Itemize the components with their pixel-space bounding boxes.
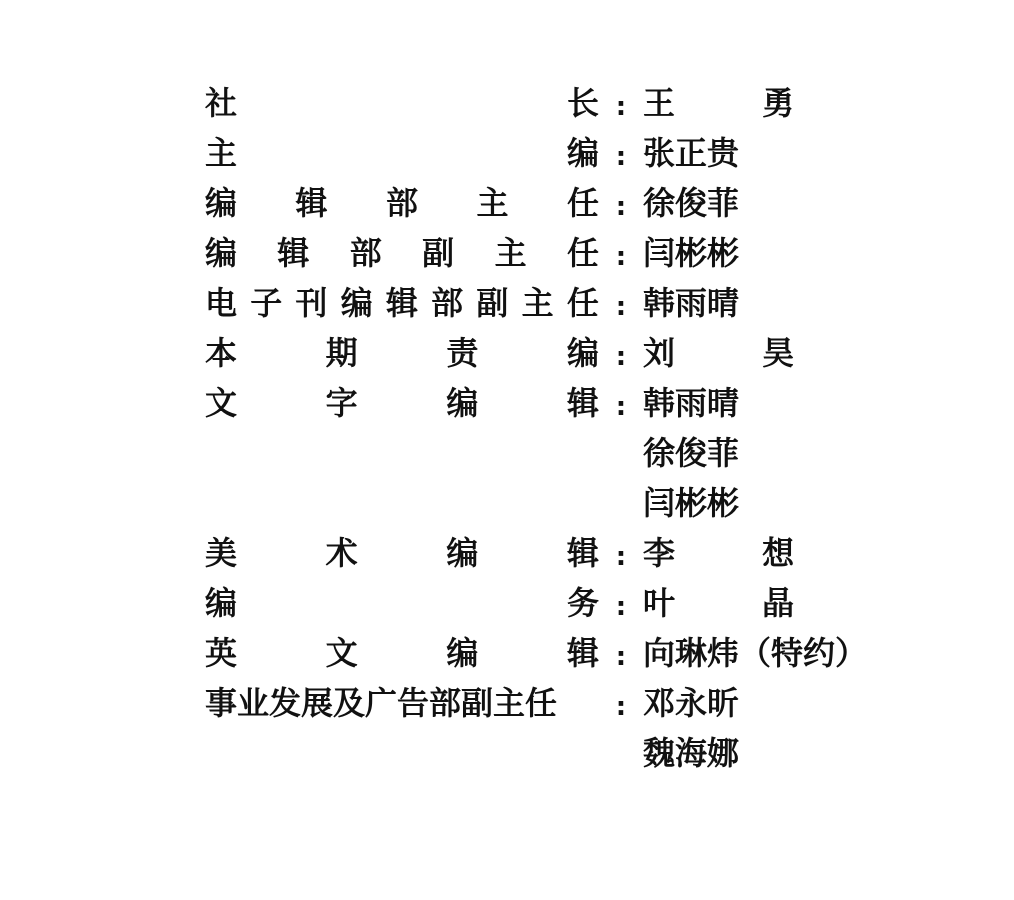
- masthead-row-editorial-director: [205, 178, 905, 228]
- staff-name: 闫彬彬: [643, 234, 740, 272]
- role-label: 事业发展及广告部副主任: [205, 684, 558, 722]
- staff-name: 徐俊菲: [643, 184, 740, 222]
- colon: :: [615, 242, 627, 272]
- staff-name: 李 想: [643, 534, 833, 572]
- role-label: 社 长: [205, 84, 599, 122]
- masthead-row-president: [205, 78, 905, 128]
- role-label: 文 字 编 辑: [205, 384, 599, 422]
- colon: :: [615, 642, 627, 672]
- role-label: 美 术 编 辑: [205, 534, 599, 572]
- role-label: 编 务: [205, 584, 599, 622]
- masthead-row-epub-deputy-director: [205, 278, 905, 328]
- masthead-row-business-deputy-director: [205, 678, 905, 728]
- colon: :: [615, 342, 627, 372]
- masthead-row-art-editor: [205, 528, 905, 578]
- masthead-row-text-editor: [205, 378, 905, 428]
- colon: :: [615, 142, 627, 172]
- role-label: 编 辑 部 副 主 任: [205, 234, 599, 272]
- role-label: 英 文 编 辑: [205, 634, 599, 672]
- role-label: 主 编: [205, 134, 599, 172]
- masthead-row-continuation: [205, 478, 905, 528]
- masthead-row-chief-editor: [205, 128, 905, 178]
- colon: :: [615, 292, 627, 322]
- colon: :: [615, 192, 627, 222]
- role-label: 本 期 责 编: [205, 334, 599, 372]
- staff-name: 魏海娜: [643, 734, 740, 772]
- role-label: 电 子 刊 编 辑 部 副 主 任: [205, 284, 599, 322]
- masthead-row-editorial-deputy-director: [205, 228, 905, 278]
- staff-name: 韩雨晴: [643, 284, 740, 322]
- colon: :: [615, 392, 627, 422]
- staff-name: 向琳炜（特约）: [643, 634, 868, 672]
- colon: :: [615, 92, 627, 122]
- staff-name: 韩雨晴: [643, 384, 740, 422]
- masthead-row-continuation: [205, 428, 905, 478]
- colon: :: [615, 592, 627, 622]
- masthead-row-issue-editor: [205, 328, 905, 378]
- role-label: 编 辑 部 主 任: [205, 184, 599, 222]
- staff-name: 张正贵: [643, 134, 740, 172]
- masthead-row-english-editor: [205, 628, 905, 678]
- masthead-row-editorial-affairs: [205, 578, 905, 628]
- staff-name: 邓永昕: [643, 684, 740, 722]
- staff-name: 叶 晶: [643, 584, 833, 622]
- staff-name: 王 勇: [643, 84, 833, 122]
- masthead: [205, 78, 905, 778]
- colon: :: [615, 692, 627, 722]
- staff-name: 刘 昊: [643, 334, 833, 372]
- staff-name: 徐俊菲: [643, 434, 740, 472]
- staff-name: 闫彬彬: [643, 484, 740, 522]
- colon: :: [615, 542, 627, 572]
- masthead-row-continuation: [205, 728, 905, 778]
